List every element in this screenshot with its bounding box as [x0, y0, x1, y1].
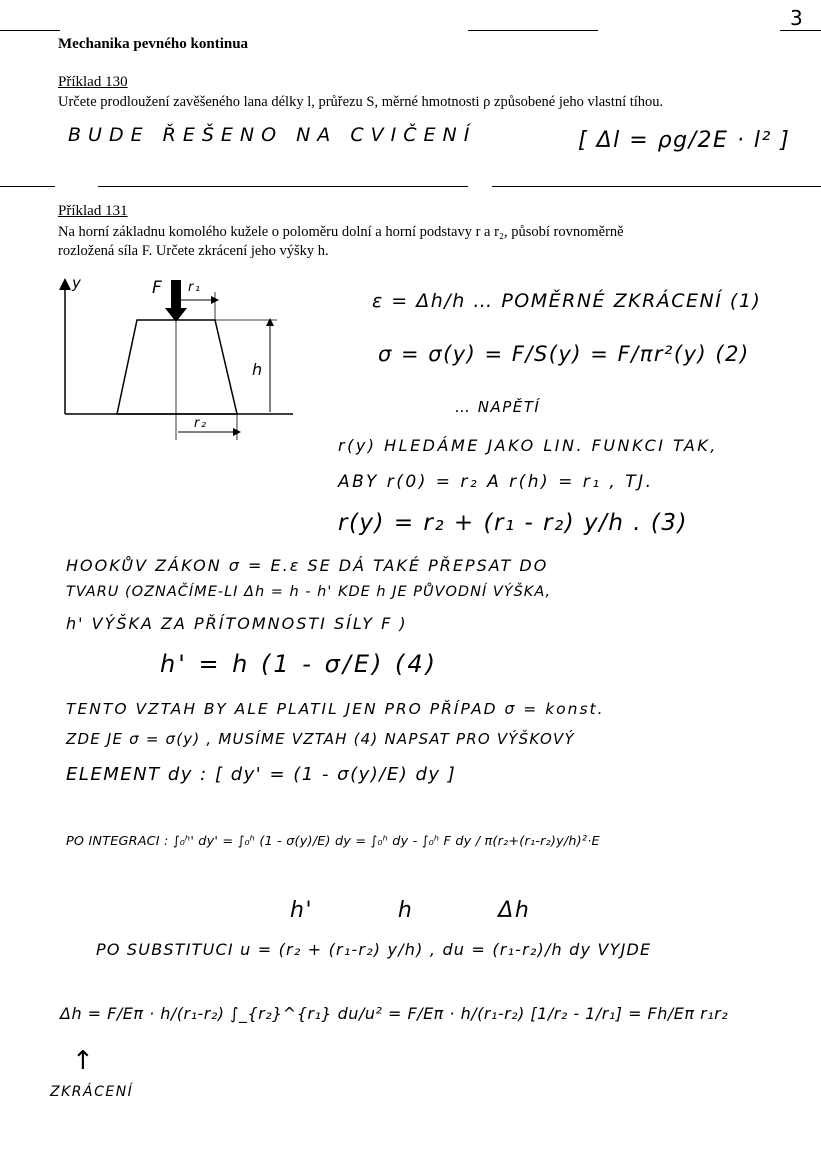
- example-130-result: [ Δl = ρg/2E · l² ]: [578, 128, 791, 153]
- solution-line-17: Δh = F/Eπ · h/(r₁-r₂) ∫_{r₂}^{r₁} du/u² = F/Eπ · h/(r₁-r₂) [1/r₂ - 1/r₁] = Fh/Eπ r₁r₂: [60, 1004, 729, 1023]
- solution-line-9: h' VÝŠKA ZA PŘÍTOMNOSTI SÍLY F ): [66, 614, 408, 633]
- solution-line-13: ELEMENT dy : [ dy' = (1 - σ(y)/E) dy ]: [66, 764, 457, 785]
- top-rule-left: [0, 30, 60, 31]
- solution-line-5: ABY r(0) = r₂ A r(h) = r₁ , TJ.: [338, 472, 654, 492]
- example-130-heading: Příklad 130: [58, 74, 128, 90]
- solution-line-6: r(y) = r₂ + (r₁ - r₂) y/h . (3): [338, 510, 688, 536]
- solution-line-8: TVARU (OZNAČÍME-LI Δh = h - h' KDE h JE PŮVODNÍ VÝŠKA,: [66, 584, 552, 600]
- solution-line-7: HOOKŮV ZÁKON σ = E.ε SE DÁ TAKÉ PŘEPSAT DO: [66, 556, 549, 575]
- top-rule-right: [780, 30, 821, 31]
- figure-r2-label: r₂: [194, 416, 208, 431]
- force-arrow-shaft: [171, 280, 181, 310]
- example-131-text-line-2: rozložená síla F. Určete zkrácení jeho výšky h.: [58, 243, 329, 259]
- solution-line-10: h' = h (1 - σ/E) (4): [160, 650, 439, 678]
- solution-line-16: PO SUBSTITUCI u = (r₂ + (r₁-r₂) y/h) , du = (r₁-r₂)/h dy VYJDE: [96, 940, 652, 959]
- page-number: 3: [790, 6, 803, 30]
- solution-line-18: ↑: [72, 1046, 96, 1076]
- solution-line-1: ε = Δh/h … POMĚRNÉ ZKRÁCENÍ (1): [372, 290, 762, 312]
- separator-rule-2: [98, 186, 468, 187]
- solution-line-14: PO INTEGRACI : ∫₀ʰ' dy' = ∫₀ʰ (1 - σ(y)/E) dy = ∫₀ʰ dy - ∫₀ʰ F dy / π(r₂+(r₁-r₂)y/h)²·E: [66, 834, 600, 849]
- figure-r1-label: r₁: [188, 280, 202, 295]
- solution-line-19: ZKRÁCENÍ: [50, 1084, 134, 1100]
- top-rule-mid: [468, 30, 598, 31]
- page-title: Mechanika pevného kontinua: [58, 36, 249, 52]
- separator-rule-3: [492, 186, 821, 187]
- solution-line-15: h' h Δh: [290, 898, 531, 923]
- example-131-heading: Příklad 131: [58, 203, 128, 219]
- figure-y-label: y: [72, 274, 83, 292]
- figure-h-label: h: [252, 360, 264, 379]
- solution-line-11: TENTO VZTAH BY ALE PLATIL JEN PRO PŘÍPAD σ = konst.: [66, 700, 605, 718]
- example-131-text-line-1: Na horní základnu komolého kužele o poloměru dolní a horní podstavy r a r₂, působí rovnoměrně: [58, 224, 624, 240]
- solution-line-3: … NAPĚTÍ: [455, 398, 541, 416]
- separator-rule-1: [0, 186, 55, 187]
- example-130-note: BUDE ŘEŠENO NA CVIČENÍ: [68, 124, 477, 146]
- solution-line-12: ZDE JE σ = σ(y) , MUSÍME VZTAH (4) NAPSAT PRO VÝŠKOVÝ: [66, 730, 575, 748]
- example-130-text: Určete prodloužení zavěšeného lana délky l, průřezu S, měrné hmotnosti ρ způsobené jeho vlastní tíhou.: [58, 94, 664, 110]
- solution-line-2: σ = σ(y) = F/S(y) = F/πr²(y) (2): [378, 342, 750, 366]
- solution-line-4: r(y) HLEDÁME JAKO LIN. FUNKCI TAK,: [338, 436, 718, 455]
- cone-outline: [117, 320, 237, 414]
- figure-F-label: F: [152, 278, 164, 298]
